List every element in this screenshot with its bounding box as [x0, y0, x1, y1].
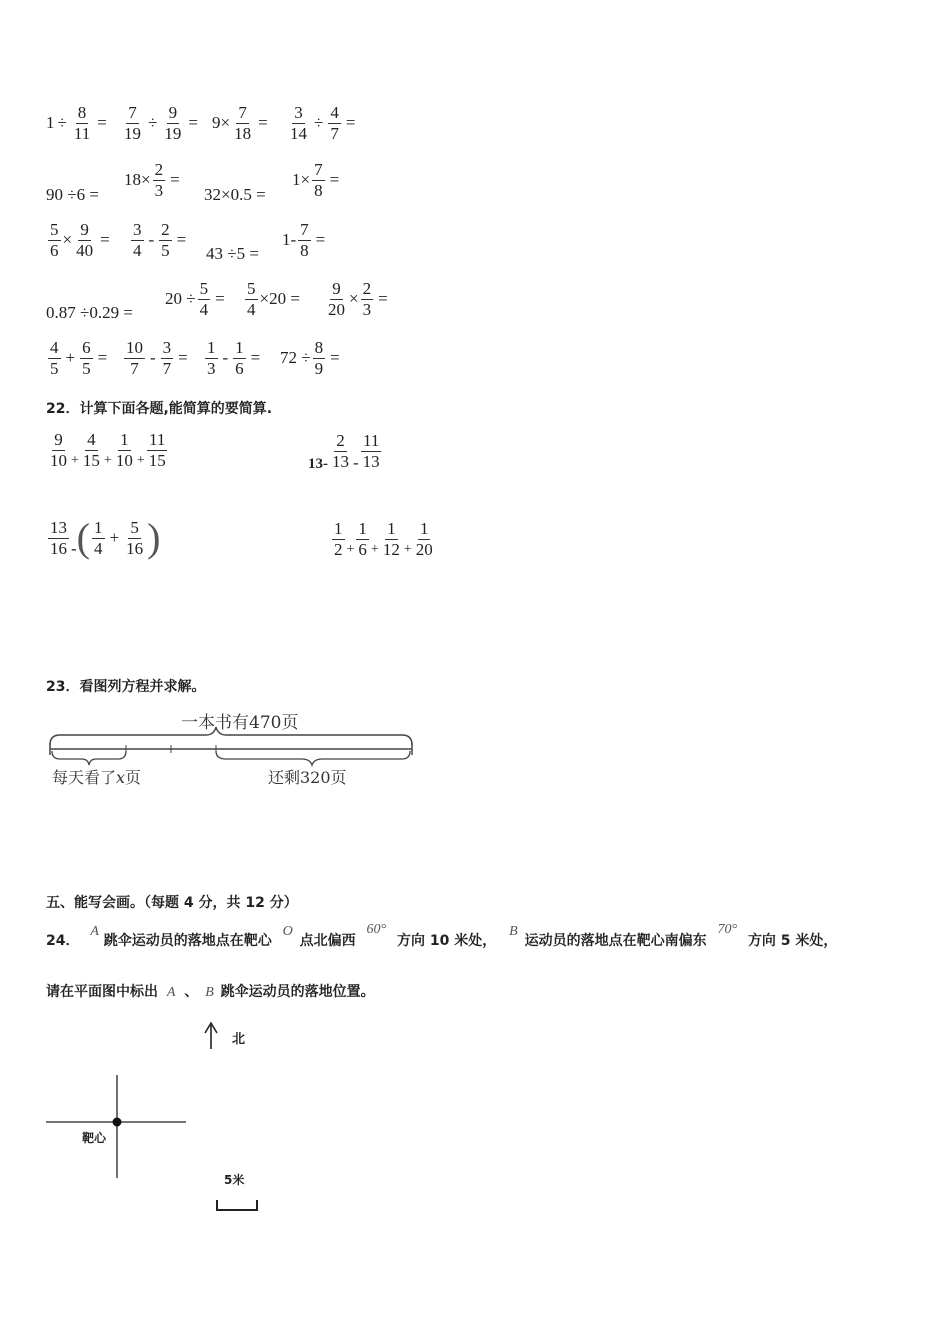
section-5-title: 五、能写会画。（每题 4 分，共 12 分） — [46, 895, 298, 911]
q22-title: 22．计算下面各题,能简算的要简算. — [46, 401, 273, 417]
oral-row-4-expr-2: 20 ÷ $\frac{5}{4}$ = — [165, 279, 225, 319]
oral-row-2-expr-3: 32 × 0.5 = — [204, 185, 266, 204]
scale-label: 5米 — [224, 1173, 245, 1187]
oral-row-3-expr-1: $\frac{5}{6}$ × $\frac{9}{40}$ = — [50, 220, 110, 260]
q24-line-1: 24． A 跳伞运动员的落地点在靶心 O 点北偏西 60° 方向 10 米处， B 运动员的落地点在靶心南偏东 70° 方向 5 米处， — [46, 922, 838, 949]
oral-row-2-expr-1: 90 ÷6 = — [46, 185, 99, 204]
q24-line-2: 请在平面图中标出 A 、 B 跳伞运动员的落地位置。 — [46, 984, 375, 1000]
target-center-label: 靶心 — [82, 1131, 107, 1145]
oral-row-2-expr-2: 18 × $\frac{2}{3}$ = — [124, 160, 180, 200]
q23-total-label: 一本书有470页 — [181, 713, 299, 733]
q22-expr-1: $\frac{9}{10}$ + $\frac{4}{15}$ + $\frac{1}{10}$ + $\frac{11}{15}$ — [50, 430, 166, 470]
oral-row-4-expr-3: $\frac{5}{4}$ ×20 = — [247, 279, 300, 319]
q24-plane-diagram — [40, 1015, 300, 1225]
q23-diagram — [46, 705, 416, 795]
q23-read-label: 每天看了x页 — [52, 768, 142, 787]
oral-row-5-expr-1: $\frac{4}{5}$ + $\frac{6}{5}$ = — [50, 338, 108, 378]
oral-row-4-expr-4: $\frac{9}{20}$ × $\frac{2}{3}$ = — [328, 279, 388, 319]
oral-row-3-expr-2: $\frac{3}{4}$ - $\frac{2}{5}$ = — [133, 220, 187, 260]
q24-figure — [40, 1015, 300, 1225]
oral-row-1-expr-1: 1 ÷ $\frac{8}{11}$ = — [46, 103, 107, 143]
oral-row-5-expr-4: 72 ÷ $\frac{8}{9}$ = — [280, 338, 340, 378]
oral-row-5-expr-3: $\frac{1}{3}$ - $\frac{1}{6}$ = — [207, 338, 261, 378]
oral-row-1-expr-4: $\frac{3}{14}$ ÷ $\frac{4}{7}$ = — [290, 103, 356, 143]
q22-expr-3: $\frac{13}{16}$ - ( $\frac{1}{4}$ + $\frac{5}{16}$ ) — [50, 515, 161, 560]
oral-row-5-expr-2: $\frac{10}{7}$ - $\frac{3}{7}$ = — [126, 338, 188, 378]
q23-remaining-label: 还剩320页 — [268, 768, 347, 787]
oral-row-3-expr-3: 43 ÷5 = — [206, 244, 259, 263]
oral-row-2-expr-4: 1 × $\frac{7}{8}$ = — [292, 160, 340, 200]
q23-title: 23．看图列方程并求解。 — [46, 679, 206, 695]
oral-row-3-expr-4: 1- $\frac{7}{8}$ = — [282, 220, 326, 260]
q22-expr-4: $\frac{1}{2}$ + $\frac{1}{6}$ + $\frac{1}{12}$ + $\frac{1}{20}$ — [334, 519, 433, 559]
oral-row-1-expr-3: 9 × $\frac{7}{18}$ = — [212, 103, 268, 143]
oral-row-1-expr-2: $\frac{7}{19}$ ÷ $\frac{9}{19}$ = — [124, 103, 198, 143]
north-label: 北 — [232, 1032, 246, 1047]
q22-expr-2: 13- $\frac{2}{13}$ - $\frac{11}{13}$ — [308, 431, 380, 472]
oral-row-4-expr-1: 0.87 ÷0.29 = — [46, 303, 133, 322]
